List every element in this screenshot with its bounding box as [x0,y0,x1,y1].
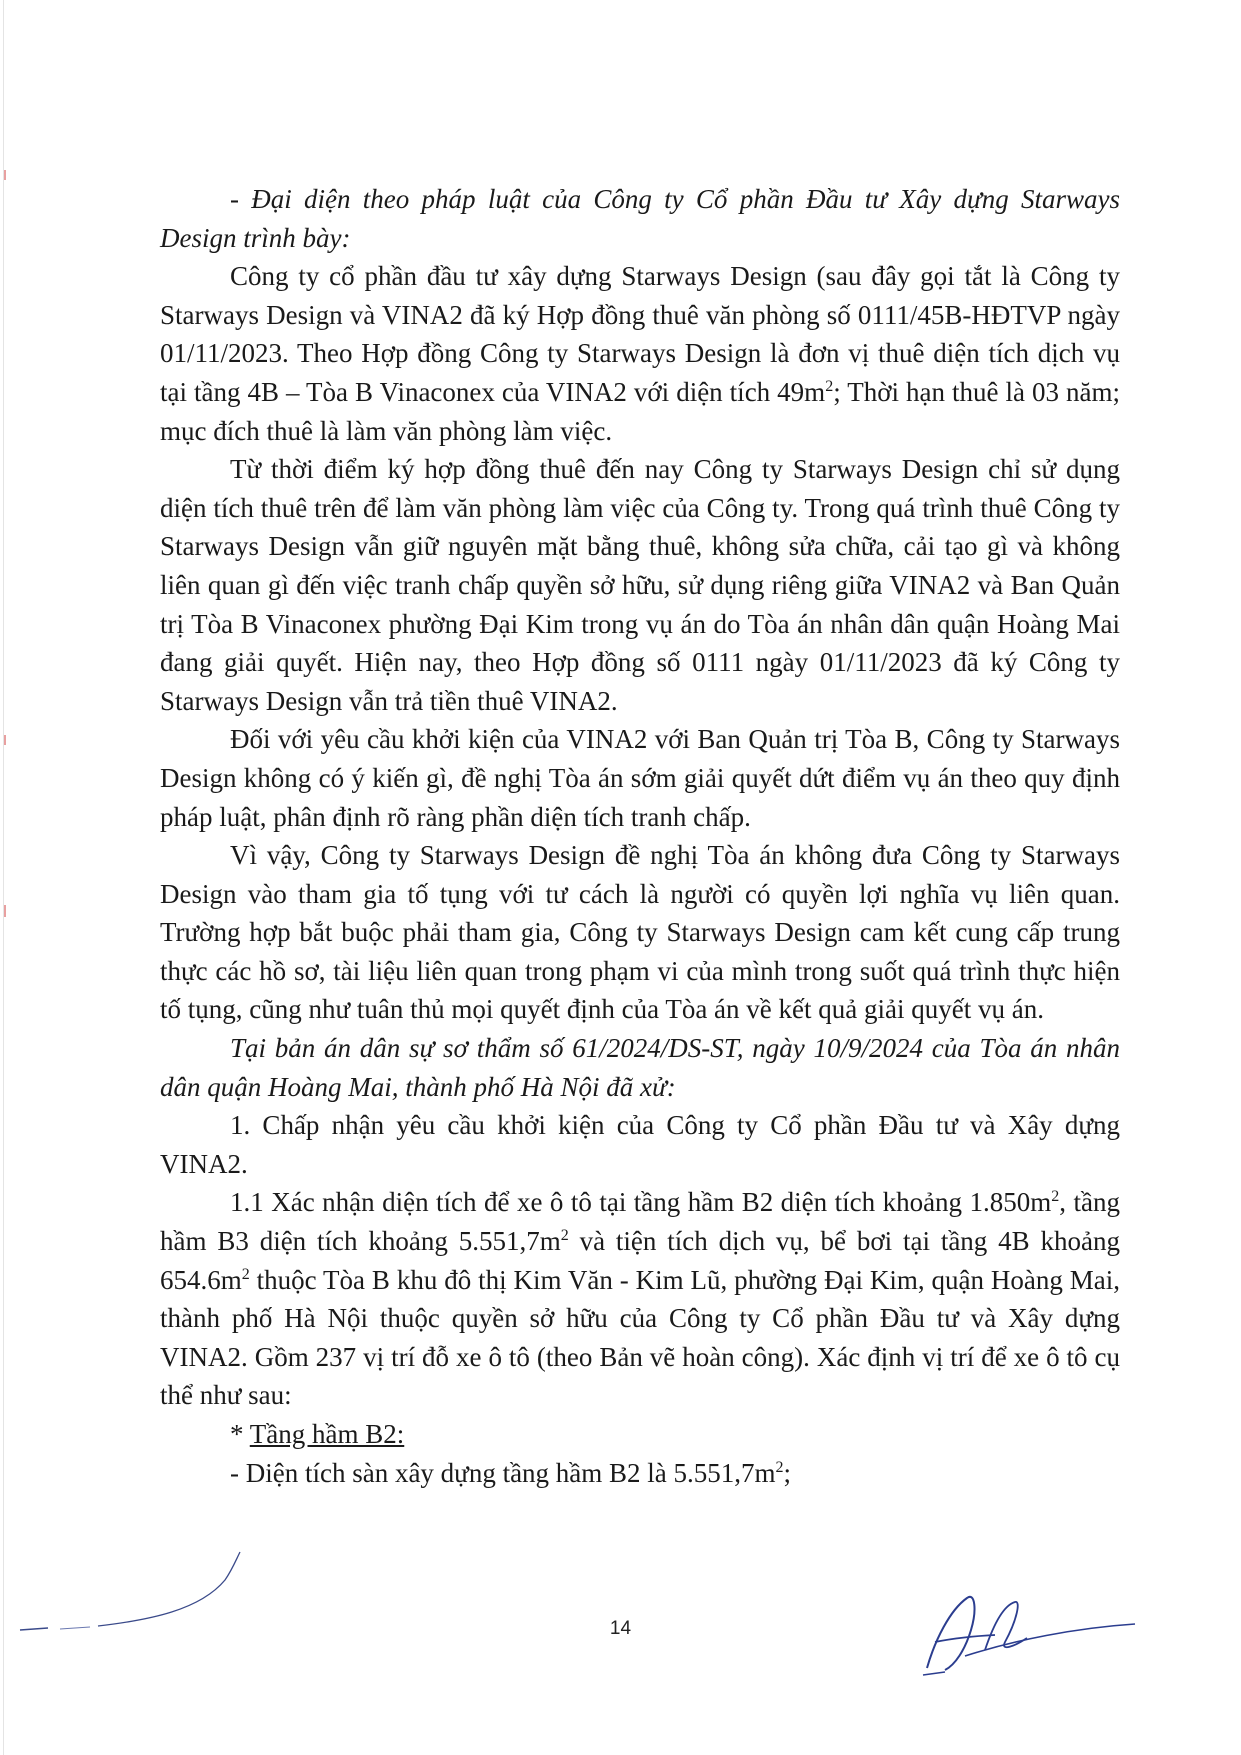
text-segment: thuộc Tòa B khu đô thị Kim Văn - Kim Lũ, phường Đại Kim, quận Hoàng Mai, thành phố Hà Nội thuộc quyền sở hữu của Công ty Cổ phần Đầu tư và Xây dựng VINA2. Gồm 237 vị trí đỗ xe ô tô (theo Bản vẽ hoàn công). Xác định vị trí để xe ô tô cụ thể như sau: [160,1264,1120,1411]
paragraph-p8 [160,1183,1120,1415]
paragraph-p10 [160,1454,1120,1493]
text-segment: Đối với yêu cầu khởi kiện của VINA2 với Ban Quản trị Tòa B, Công ty Starways Design không có ý kiến gì, đề nghị Tòa án sớm giải quyết dứt điểm vụ án theo quy định pháp luật, phân định rõ ràng phần diện tích tranh chấp. [160,724,1120,832]
superscript: 2 [1051,1188,1060,1206]
text-segment: và tiện tích dịch vụ, bể bơi tại tầng 4B khoảng 654.6m [160,1226,1121,1295]
paragraph-p6 [160,1029,1120,1106]
paragraph-p5 [160,836,1120,1029]
paragraph-p2 [160,257,1120,450]
section-heading: Tầng hầm B2: [249,1419,405,1449]
page-number: 14 [609,1618,632,1639]
paragraph-p9 [160,1415,1120,1454]
text-segment: 1.1 Xác nhận diện tích để xe ô tô tại tầng hầm B2 diện tích khoảng 1.850m [230,1187,1052,1218]
scan-edge-mark [4,905,6,917]
text-segment: - Đại diện theo pháp luật của Công ty Cổ phần Đầu tư Xây dựng Starways Design trình bày: [160,184,1120,253]
superscript: 2 [775,1458,784,1476]
superscript: 2 [241,1265,250,1283]
paragraph-p3 [160,450,1120,720]
text-segment: Từ thời điểm ký hợp đồng thuê đến nay Công ty Starways Design chỉ sử dụng diện tích thuê trên để làm văn phòng làm việc của Công ty. Trong quá trình thuê Công ty Starways Design vẫn giữ nguyên mặt bằng thuê, không sửa chữa, cải tạo gì và không liên quan gì đến việc tranh chấp quyền sở hữu, sử dụng riêng giữa VINA2 và Ban Quản trị Tòa B Vinaconex phường Đại Kim trong vụ án do Tòa án nhân dân quận Hoàng Mai đang giải quyết. Hiện nay, theo Hợp đồng số 0111 ngày 01/11/2023 đã ký Công ty Starways Design vẫn trả tiền thuê VINA2. [160,454,1120,716]
handwritten-signature [905,1580,1145,1690]
superscript: 2 [825,377,834,395]
text-segment: Vì vậy, Công ty Starways Design đề nghị Tòa án không đưa Công ty Starways Design vào tham gia tố tụng với tư cách là người có quyền lợi nghĩa vụ liên quan. Trường hợp bắt buộc phải tham gia, Công ty Starways Design cam kết cung cấp trung thực các hồ sơ, tài liệu liên quan trong phạm vi của mình trong suốt quá trình thực hiện tố tụng, cũng như tuân thủ mọi quyết định của Tòa án về kết quả giải quyết vụ án. [160,840,1120,1025]
paragraph-p7 [160,1106,1120,1183]
paragraph-p4 [160,720,1120,836]
text-segment: ; [783,1457,792,1488]
text-segment: 1. Chấp nhận yêu cầu khởi kiện của Công ty Cổ phần Đầu tư và Xây dựng VINA2. [160,1110,1120,1179]
text-segment: , tầng hầm B3 diện tích khoảng 5.551,7m [160,1187,1120,1257]
document-body [160,180,1120,1492]
scan-edge-mark [4,735,6,745]
scan-margin-line [3,0,4,1755]
text-segment: ; Thời hạn thuê là 03 năm; mục đích thuê là làm văn phòng làm việc. [160,376,1120,446]
text-segment: Tại bản án dân sự sơ thẩm số 61/2024/DS-ST, ngày 10/9/2024 của Tòa án nhân dân quận Hoàng Mai, thành phố Hà Nội đã xử: [160,1033,1120,1102]
text-segment: * [230,1419,250,1449]
pen-stroke-mark [0,1540,260,1650]
text-segment: - Diện tích sàn xây dựng tầng hầm B2 là 5.551,7m [230,1457,776,1488]
text-segment: Công ty cổ phần đầu tư xây dựng Starways Design (sau đây gọi tắt là Công ty Starways Design và VINA2 đã ký Hợp đồng thuê văn phòng số 0111/45B-HĐTVP ngày 01/11/2023. Theo Hợp đồng Công ty Starways Design là đơn vị thuê diện tích dịch vụ tại tầng 4B – Tòa B Vinaconex của VINA2 với diện tích 49m [160,261,1120,407]
superscript: 2 [560,1227,569,1245]
paragraph-p1 [160,180,1120,257]
scan-edge-mark [4,170,6,180]
